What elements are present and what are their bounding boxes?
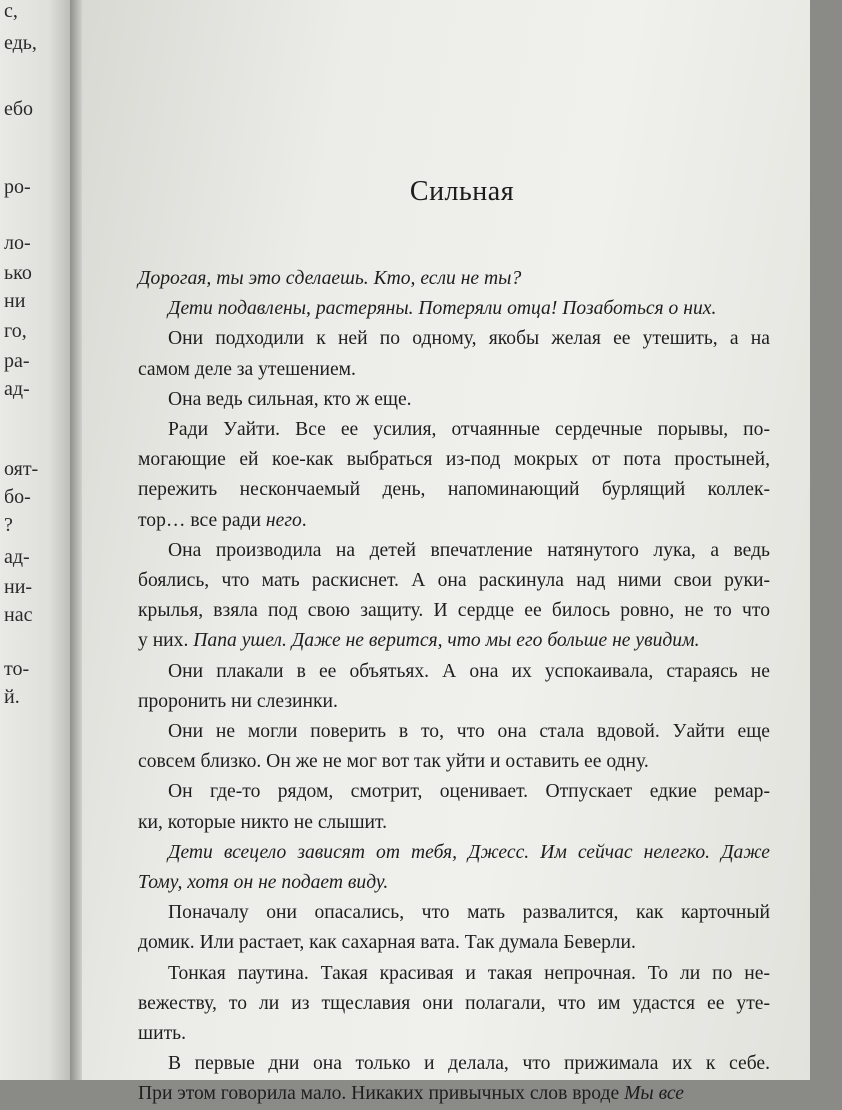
text-line: Они не могли поверить в то, что она стала вдовой. Уайти еще — [168, 721, 770, 743]
text-line: Она ведь сильная, кто ж еще. — [168, 388, 412, 410]
text-line: самом деле за утешением. — [138, 358, 356, 380]
text-line — [138, 626, 770, 656]
right-page — [82, 0, 810, 1105]
book-gutter — [70, 0, 82, 1080]
margin-fragment: ло- — [4, 232, 31, 254]
text-line: Дорогая, ты это сделаешь. Кто, если не ты? — [138, 268, 522, 289]
text-line: В первые дни она только и делала, что прижимала их к себе. — [168, 1053, 770, 1075]
margin-fragment: то- — [4, 658, 30, 680]
margin-fragment: ько — [4, 262, 32, 284]
text-segment: При этом говорила мало. Никаких привычных слов вроде — [138, 1083, 625, 1105]
margin-fragment: ебо — [4, 98, 34, 120]
margin-fragment: ад- — [4, 378, 30, 400]
text-line: ки, которые никто не слышит. — [138, 811, 388, 833]
margin-fragment: ни — [4, 290, 26, 312]
text-line: Ради Уайти. Все ее усилия, отчаянные сердечные порывы, по- — [168, 419, 770, 441]
text-line — [138, 1079, 770, 1109]
left-page — [0, 0, 70, 1080]
margin-fragment: ад- — [4, 546, 30, 568]
margin-fragment: бо- — [4, 486, 31, 508]
text-line: боялись, что мать раскиснет. А она раскинула над ними свои руки- — [138, 570, 770, 592]
text-segment: . — [301, 509, 307, 531]
chapter-title: Сильная — [409, 176, 515, 207]
text-line: Дети всецело зависят от тебя, Джесс. Им сейчас нелегко. Даже — [168, 841, 770, 863]
text-line: Они подходили к ней по одному, якобы желая ее утешить, а на — [168, 328, 770, 350]
text-line: могающие ей кое-как выбраться из-под мокрых от пота простыней, — [138, 449, 770, 471]
text-line: домик. Или растает, как сахарная вата. Так думала Беверли. — [138, 932, 636, 954]
margin-fragment: едь, — [4, 32, 37, 54]
margin-fragment: оят- — [4, 458, 39, 480]
body-text — [138, 264, 770, 1110]
margin-fragment: нас — [4, 604, 33, 626]
text-line: вежеству, то ли из тщеславия они полагали, что им удастся ее уте- — [138, 992, 770, 1014]
text-line: Поначалу они опасались, что мать развалится, как карточный — [168, 902, 770, 924]
text-line: Тонкая паутина. Такая красивая и такая непрочная. То ли по не- — [168, 962, 770, 984]
margin-fragment: ра- — [4, 350, 30, 372]
margin-fragment: го, — [4, 320, 27, 342]
text-line: проронить ни слезинки. — [138, 690, 338, 712]
margin-fragment: с, — [4, 0, 18, 22]
text-line: Тому, хотя он не подает виду. — [138, 872, 389, 894]
margin-fragment: ? — [4, 514, 13, 536]
text-line: шить. — [138, 1023, 186, 1045]
text-segment: него — [265, 509, 302, 531]
text-segment: у них. — [138, 630, 194, 652]
margin-fragment: й. — [4, 686, 20, 708]
margin-fragment: ни- — [4, 576, 33, 598]
text-line: Они плакали в ее объятьях. А она их успокаивала, стараясь не — [168, 660, 770, 682]
text-line: пережить нескончаемый день, напоминающий бурлящий коллек- — [138, 479, 770, 501]
text-segment: Папа ушел. Даже не верится, что мы его больше не увидим. — [193, 630, 700, 652]
text-line: Дети подавлены, растеряны. Потеряли отца! Позаботься о них. — [168, 298, 717, 320]
text-line: Она производила на детей впечатление натянутого лука, а ведь — [168, 539, 770, 561]
text-segment: Мы все — [624, 1083, 684, 1105]
text-line: крылья, взяла под свою защиту. И сердце ее билось ровно, не то что — [138, 600, 770, 622]
margin-fragment: ро- — [4, 176, 31, 198]
text-line — [138, 506, 770, 536]
text-segment: тор… все ради — [138, 509, 266, 531]
text-line: совсем близко. Он же не мог вот так уйти и оставить ее одну. — [138, 751, 649, 773]
text-line: Он где-то рядом, смотрит, оценивает. Отпускает едкие ремар- — [168, 781, 770, 803]
